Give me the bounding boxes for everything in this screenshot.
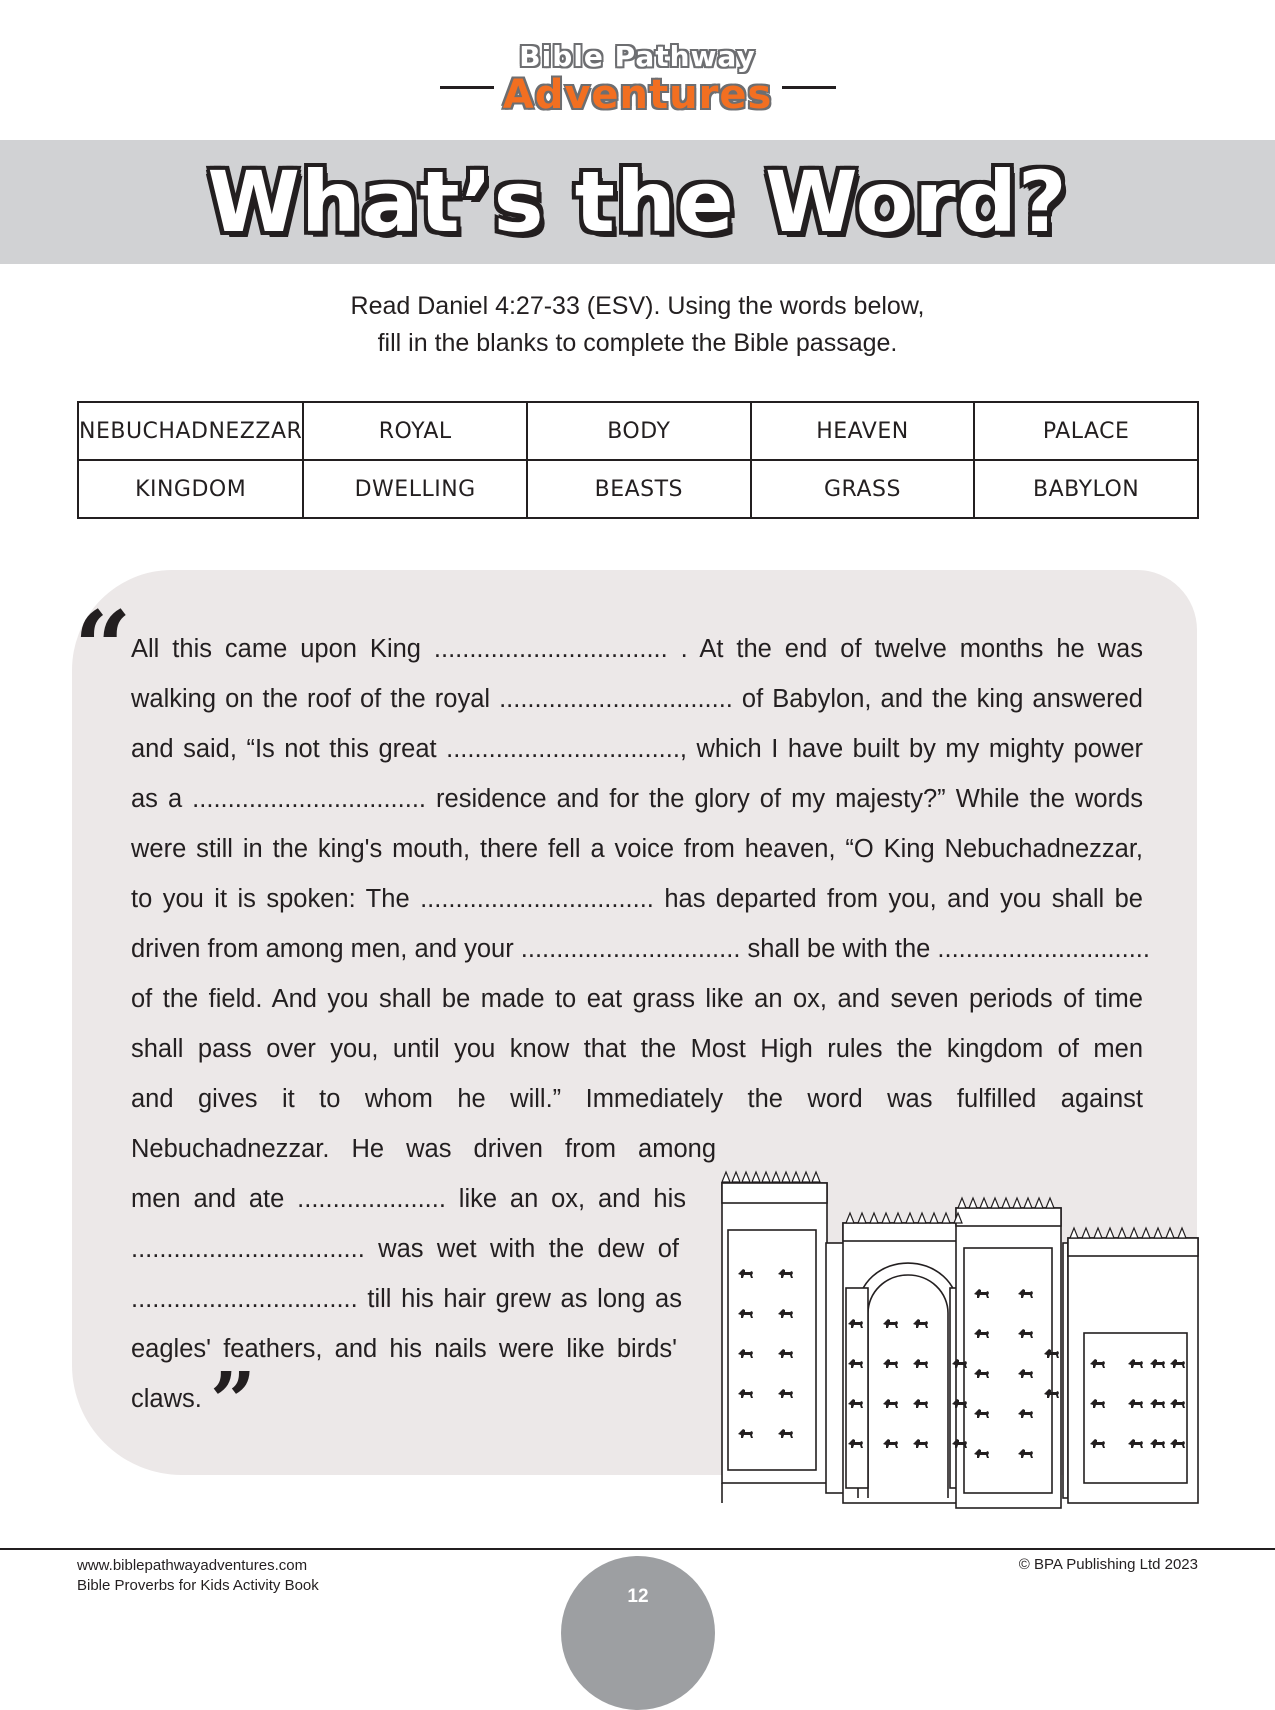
- passage-line: claws.: [131, 1385, 202, 1413]
- passage-line: and gives it to whom he will.” Immediately the word was fulfilled against: [131, 1085, 1143, 1113]
- word-bank-cell: PALACE: [974, 402, 1198, 460]
- page-title: What’s the Word?: [207, 153, 1068, 251]
- word-bank-cell: HEAVEN: [751, 402, 975, 460]
- passage-line: Nebuchadnezzar. He was driven from among: [131, 1135, 716, 1163]
- word-bank-cell: NEBUCHADNEZZAR: [78, 402, 303, 460]
- ishtar-gate-illustration: [718, 1158, 1203, 1523]
- close-quote-mark: ”: [209, 1354, 256, 1448]
- passage-line: and said, “Is not this great ................................., which I have built by my mighty power: [131, 735, 1143, 763]
- passage-line: were still in the king's mouth, there fell a voice from heaven, “O King Nebuchadnezzar,: [131, 835, 1143, 863]
- logo-line2: Adventures: [502, 72, 773, 118]
- footer-book-title: Bible Proverbs for Kids Activity Book: [77, 1577, 319, 1594]
- word-bank-cell: BABYLON: [974, 460, 1198, 518]
- passage-line: men and ate ..................... like an ox, and his: [131, 1185, 686, 1213]
- page-number: 12: [627, 1586, 649, 1607]
- passage-line: shall pass over you, until you know that the Most High rules the kingdom of men: [131, 1035, 1143, 1063]
- passage-line: driven from among men, and your ............................... shall be with the ..............................: [131, 935, 1150, 963]
- word-bank-table: [77, 401, 1199, 519]
- passage-line: ................................. was wet with the dew of: [131, 1235, 679, 1263]
- word-bank-cell: DWELLING: [303, 460, 527, 518]
- footer-website: www.biblepathwayadventures.com: [77, 1557, 308, 1574]
- footer-left: [77, 1556, 319, 1596]
- word-bank-cell: ROYAL: [303, 402, 527, 460]
- passage-line: All this came upon King ................................. . At the end of twelve months he was: [131, 635, 1143, 663]
- passage-line: eagles' feathers, and his nails were like birds': [131, 1335, 677, 1363]
- instructions: [0, 288, 1275, 362]
- open-quote-mark: “: [74, 589, 132, 707]
- passage-line: as a ................................. residence and for the glory of my majesty?” While the words: [131, 785, 1143, 813]
- word-bank-row: [78, 402, 1198, 460]
- word-bank-cell: GRASS: [751, 460, 975, 518]
- passage-line: walking on the roof of the royal ................................. of Babylon, and the king answered: [131, 685, 1143, 713]
- footer-copyright: © BPA Publishing Ltd 2023: [1018, 1556, 1198, 1573]
- passage-line: ................................ till his hair grew as long as: [131, 1285, 682, 1313]
- passage-line: to you it is spoken: The ................................. has departed from you, and you shall be: [131, 885, 1143, 913]
- footer-rule: [0, 1548, 1275, 1550]
- logo-line1: Bible Pathway: [519, 40, 756, 73]
- word-bank-cell: KINGDOM: [78, 460, 303, 518]
- instructions-line1: Read Daniel 4:27-33 (ESV). Using the words below,: [350, 292, 925, 320]
- page-number-circle: [561, 1556, 715, 1710]
- word-bank-cell: BODY: [527, 402, 751, 460]
- word-bank-row: [78, 460, 1198, 518]
- instructions-line2: fill in the blanks to complete the Bible passage.: [377, 329, 898, 357]
- word-bank-cell: BEASTS: [527, 460, 751, 518]
- passage-line: of the field. And you shall be made to eat grass like an ox, and seven periods of time: [131, 985, 1143, 1013]
